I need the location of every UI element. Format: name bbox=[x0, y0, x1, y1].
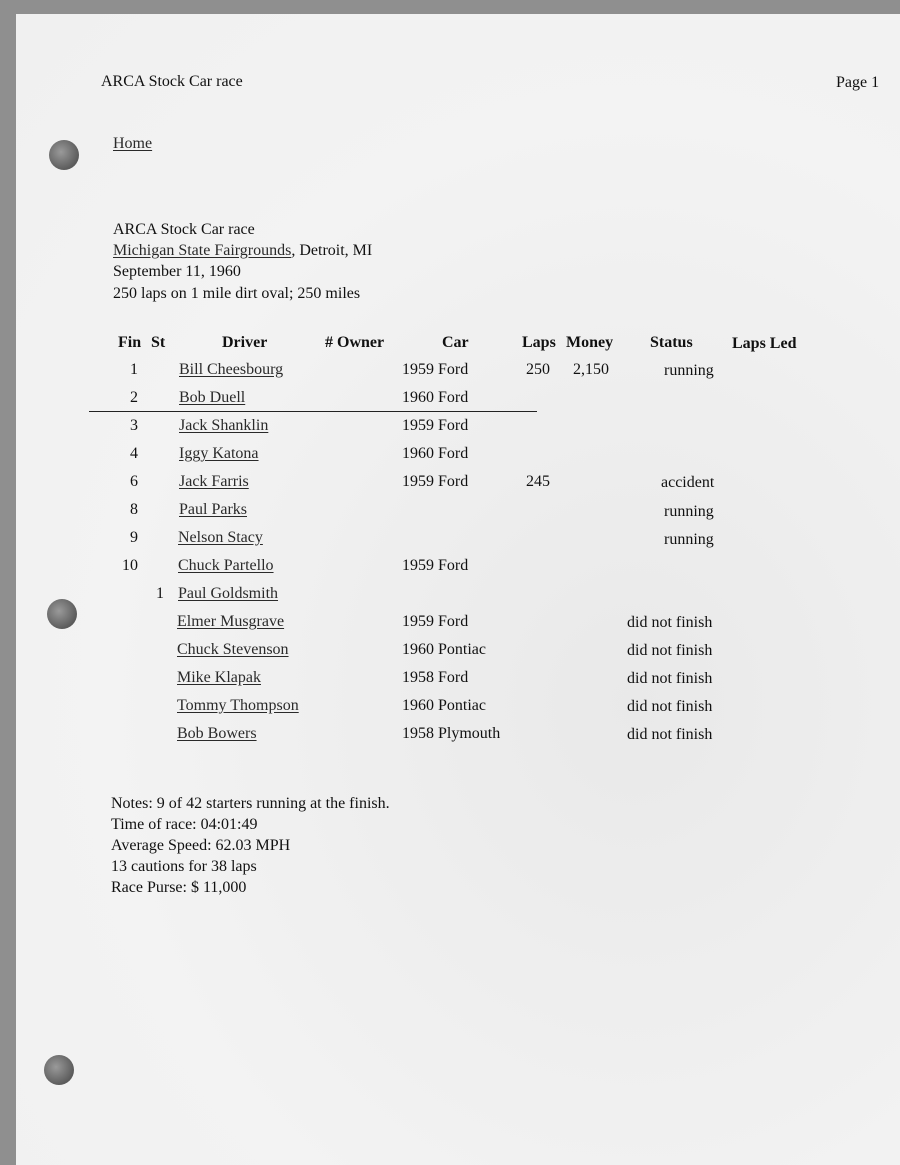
row-driver-link[interactable]: Chuck Stevenson bbox=[177, 641, 289, 658]
home-link[interactable]: Home bbox=[113, 135, 153, 152]
col-header-st: St bbox=[151, 334, 166, 351]
race-location bbox=[113, 241, 372, 261]
row-driver-link[interactable]: Elmer Musgrave bbox=[177, 613, 285, 630]
row-car: 1960 Ford bbox=[402, 389, 469, 406]
row-status: did not finish bbox=[627, 670, 713, 687]
notes-time-of-race: Time of race: 04:01:49 bbox=[111, 816, 258, 833]
row-driver-link[interactable]: Mike Klapak bbox=[177, 669, 261, 686]
row-status: running bbox=[664, 531, 714, 548]
row-car: 1959 Ford bbox=[402, 557, 469, 574]
notes-cautions: 13 cautions for 38 laps bbox=[111, 858, 257, 875]
row-status: did not finish bbox=[627, 698, 713, 715]
row-fin: 3 bbox=[130, 417, 138, 434]
row-fin: 10 bbox=[122, 557, 138, 574]
row-car: 1958 Plymouth bbox=[402, 725, 501, 742]
row-fin: 4 bbox=[130, 445, 138, 462]
row-driver-link[interactable]: Nelson Stacy bbox=[178, 529, 263, 546]
row-car: 1958 Ford bbox=[402, 669, 469, 686]
page-number: Page 1 bbox=[836, 74, 880, 91]
row-driver-link[interactable]: Jack Shanklin bbox=[179, 417, 269, 434]
row-laps: 250 bbox=[526, 361, 550, 378]
page-header-title: ARCA Stock Car race bbox=[101, 73, 243, 90]
binder-hole-middle bbox=[47, 599, 77, 629]
notes-average-speed: Average Speed: 62.03 MPH bbox=[111, 837, 291, 854]
row-fin: 1 bbox=[130, 361, 138, 378]
row-st: 1 bbox=[156, 585, 164, 602]
row-car: 1959 Ford bbox=[402, 613, 469, 630]
row-driver-link[interactable]: Paul Goldsmith bbox=[178, 585, 279, 602]
row-driver-link[interactable]: Chuck Partello bbox=[178, 557, 274, 574]
col-header-car: Car bbox=[442, 334, 469, 351]
race-distance: 250 laps on 1 mile dirt oval; 250 miles bbox=[113, 285, 361, 302]
notes-starters: Notes: 9 of 42 starters running at the finish. bbox=[111, 795, 390, 812]
row-status: did not finish bbox=[627, 642, 713, 659]
row-driver-link[interactable]: Tommy Thompson bbox=[177, 697, 299, 714]
binder-hole-top bbox=[49, 140, 79, 170]
table-divider-line bbox=[89, 411, 537, 412]
row-fin: 9 bbox=[130, 529, 138, 546]
location-text: , Detroit, MI bbox=[291, 242, 373, 259]
row-car: 1959 Ford bbox=[402, 361, 469, 378]
notes-race-purse: Race Purse: $ 11,000 bbox=[111, 879, 247, 896]
col-header-driver: Driver bbox=[222, 334, 268, 351]
row-car: 1960 Ford bbox=[402, 445, 469, 462]
row-driver-link[interactable]: Bob Bowers bbox=[177, 725, 257, 742]
row-status: did not finish bbox=[627, 726, 713, 743]
col-header-fin: Fin bbox=[118, 334, 142, 351]
row-money: 2,150 bbox=[573, 361, 609, 378]
row-status: running bbox=[664, 503, 714, 520]
row-car: 1960 Pontiac bbox=[402, 697, 486, 714]
row-car: 1960 Pontiac bbox=[402, 641, 486, 658]
row-fin: 8 bbox=[130, 501, 138, 518]
binder-hole-bottom bbox=[44, 1055, 74, 1085]
row-laps: 245 bbox=[526, 473, 550, 490]
race-name: ARCA Stock Car race bbox=[113, 221, 255, 238]
row-fin: 2 bbox=[130, 389, 138, 406]
col-header-laps-led: Laps Led bbox=[732, 335, 797, 352]
track-link[interactable]: Michigan State Fairgrounds bbox=[113, 242, 292, 259]
row-car: 1959 Ford bbox=[402, 473, 469, 490]
row-status: did not finish bbox=[627, 614, 713, 631]
row-driver-link[interactable]: Jack Farris bbox=[179, 473, 249, 490]
col-header-laps: Laps bbox=[522, 334, 556, 351]
row-status: running bbox=[664, 362, 714, 379]
row-fin: 6 bbox=[130, 473, 138, 490]
col-header-status: Status bbox=[650, 334, 693, 351]
row-car: 1959 Ford bbox=[402, 417, 469, 434]
row-driver-link[interactable]: Paul Parks bbox=[179, 501, 247, 518]
row-driver-link[interactable]: Iggy Katona bbox=[179, 445, 259, 462]
row-status: accident bbox=[661, 474, 715, 491]
race-date: September 11, 1960 bbox=[113, 263, 241, 280]
row-driver-link[interactable]: Bill Cheesbourg bbox=[179, 361, 284, 378]
row-driver-link[interactable]: Bob Duell bbox=[179, 389, 246, 406]
col-header-money: Money bbox=[566, 334, 614, 351]
document-page bbox=[16, 14, 900, 1165]
col-header-owner: # Owner bbox=[325, 334, 385, 351]
